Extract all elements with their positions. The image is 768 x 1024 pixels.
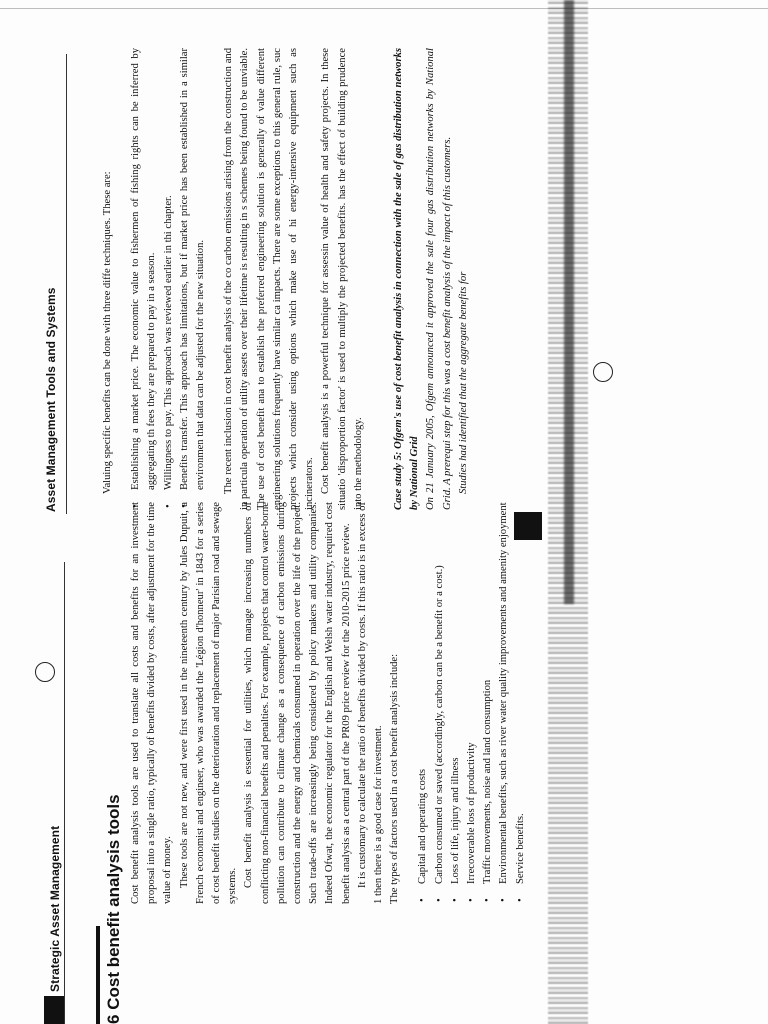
list-item: • Service benefits. — [513, 502, 529, 884]
paragraph: It is customary to calculate the ratio of benefits divided by costs. If this ratio is in excess of 1 then there is a good case for investment. — [356, 502, 385, 904]
list-item: • Environmental benefits, such as river water quality improvements and amenity enjoyment — [496, 502, 512, 884]
left-header-rule — [64, 562, 65, 1024]
thumb-tab-left — [44, 996, 64, 1024]
left-page-body — [128, 502, 529, 904]
factors-list — [415, 502, 528, 904]
list-item: • Establishing a market price. The economic value to fishermen of fishing rights can be inferred by aggregating th fees they are prepared to pay in a season. — [128, 48, 160, 490]
list-item: • Carbon consumed or saved (accordingly, carbon can be a benefit or a cost.) — [432, 502, 448, 884]
list-item: • Benefits transfer. This approach has limitations, but if market price has been established in a similar environmen that data can be adjusted for the new situation. — [177, 48, 209, 490]
case-study-continuation: Studies had identified that the aggregate benefits for — [457, 271, 469, 494]
section-heading — [104, 794, 124, 1024]
paragraph: Cost benefit analysis is a powerful technique for assessin value of health and safety projects. In these situatio 'disproportion factor' is used to multiply the projected benefits. has the effect of building prudence into the methodology. — [320, 48, 364, 510]
paragraph: The types of factors used in a cost benefit analysis include: — [389, 653, 401, 904]
paragraph: Valuing specific benefits can be done with three diffe techniques. These are: — [102, 171, 113, 494]
case-study-title: Case study 5: Ofgem's use of cost benefit analysis in connection with the sale of gas distribution networks by National Grid — [393, 48, 421, 510]
punch-hole-left — [35, 662, 55, 682]
paragraph: The recent inclusion in cost benefit analysis of the co carbon emissions arising from the construction and in particula operation of utility assets over their lifetime is resulting in s schemes being found to be unviable. The use of cost benefit ana to establish the preferred engineering solution is generally of value different engineering solutions frequently have similar ca impacts. There are some exceptions to this general rule, suc projects which consider using options which make use of hi energy-intensive equipment such as incinerators. — [223, 48, 316, 510]
section-bar — [96, 926, 100, 1024]
book-gutter-fold — [564, 0, 574, 604]
right-running-head: Asset Management Tools and Systems — [44, 287, 58, 512]
right-header-rule — [66, 54, 67, 514]
section-title: Cost benefit analysis tools — [104, 794, 123, 1010]
right-page-body — [100, 48, 472, 510]
case-study-body: On 21 January 2005, Ofgem announced it approved the sale four gas distribution networks by National Grid. A prerequi step for this was a cost benefit analysis of the impact of this customers. — [425, 48, 453, 510]
list-item: • Loss of life, injury and illness — [448, 502, 464, 884]
paragraph: Cost benefit analysis tools are used to translate all costs and benefits for an investment proposal into a single ratio, typically of benefits divided by costs, after adjustment for the time value of money. — [130, 502, 174, 904]
list-item: • Willingness to pay. This approach was reviewed earlier in thi chapter. — [161, 48, 177, 490]
techniques-list — [128, 48, 209, 510]
list-item: • Traffic movements, noise and land consumption — [480, 502, 496, 884]
left-running-head: Strategic Asset Management — [48, 825, 62, 992]
list-item: • Capital and operating costs — [415, 502, 431, 884]
paragraph: These tools are not new, and were first used in the nineteenth century by Jules Dupuit, a French economist and engineer, who was awarded the 'Légion d'honneur' in 1843 for a series of cost benefit studies on the deterioration and replacement of major Parisian road and sewage systems. — [178, 502, 239, 904]
list-item: • Irrecoverable loss of productivity — [464, 502, 480, 884]
section-number: 6 — [104, 1014, 123, 1024]
paragraph: Cost benefit analysis is essential for utilities, which manage increasing numbers of conflicting non-financial benefits and penalties. For example, projects that control water-borne pollution can contribute to climate change as a consequence of carbon emissions during construction and the energy and chemicals consumed in operation over the life of the project. Such trade-offs are increasingly being considered by policy makers and utility companies. Indeed Ofwat, the economic regulator for the English and Welsh water industry, required cost benefit analysis as a central part of the PR09 price review for the 2010-2015 price review. — [243, 502, 352, 904]
punch-hole-right — [593, 362, 613, 382]
